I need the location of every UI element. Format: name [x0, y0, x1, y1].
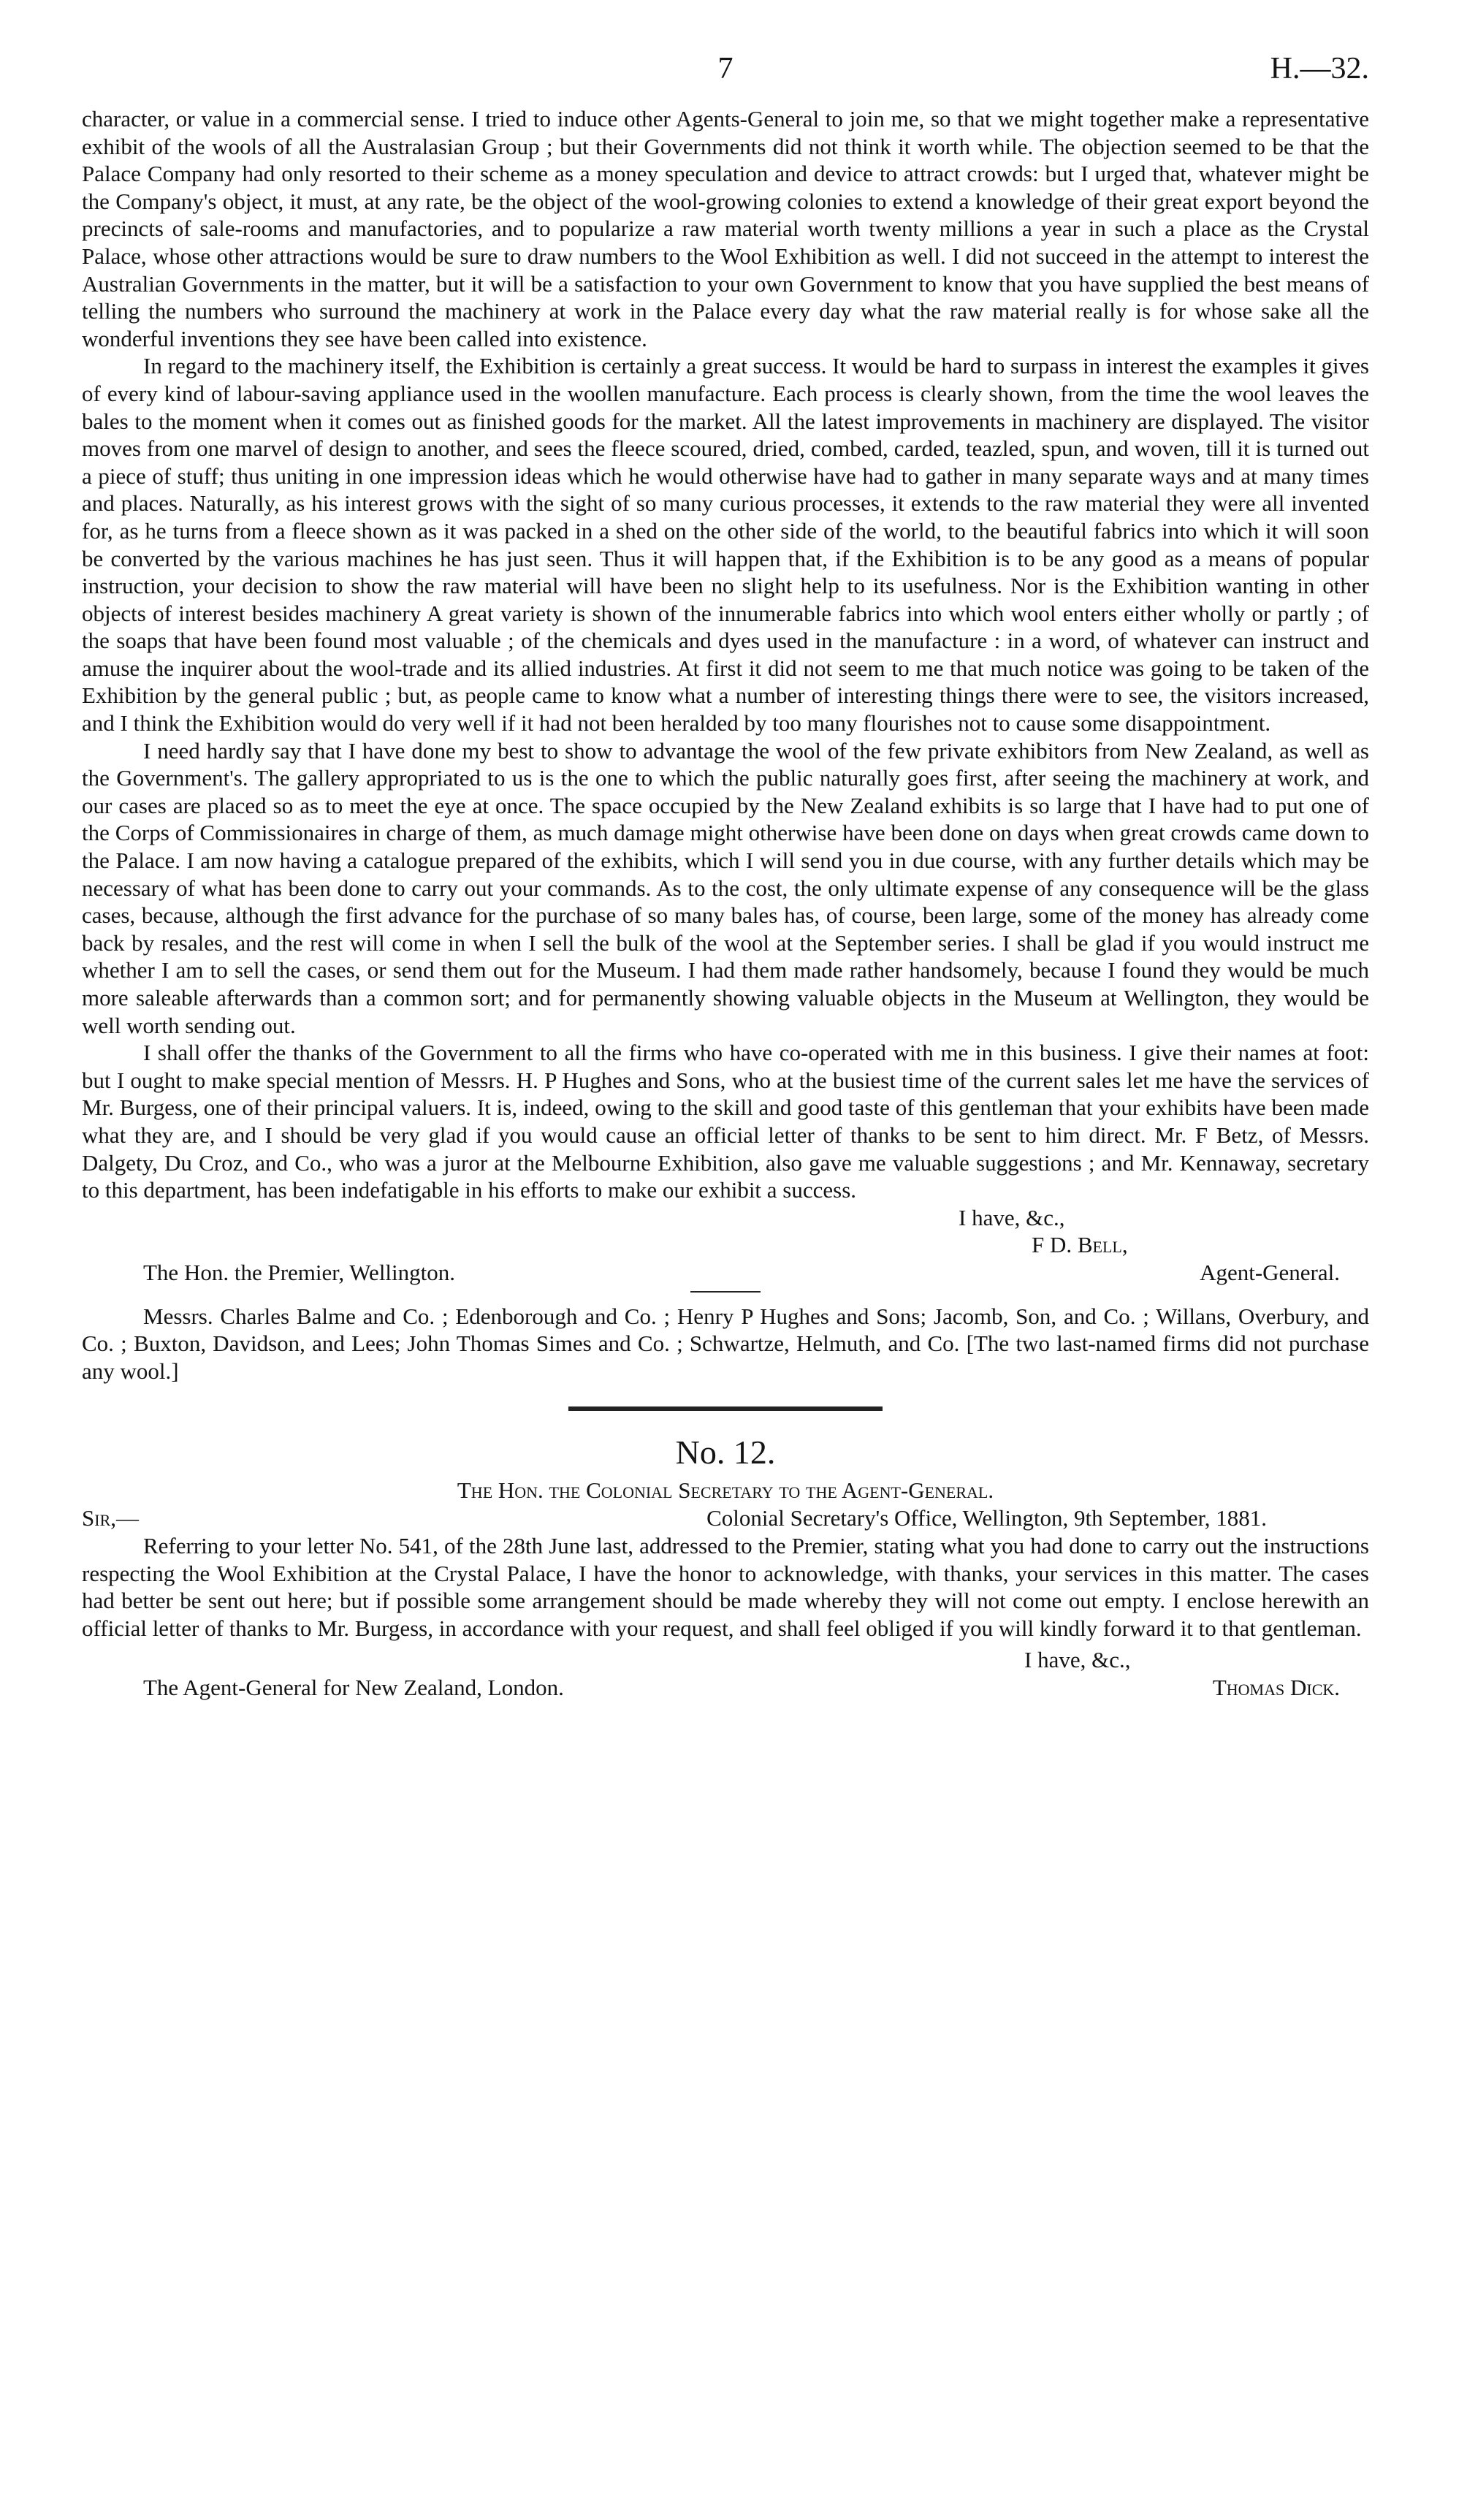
letter1-closing: I have, &c.,	[959, 1204, 1065, 1230]
section-divider	[568, 1406, 883, 1411]
letter1-signature: F D. Bell,	[1032, 1232, 1128, 1258]
document-page	[82, 48, 1369, 1701]
paragraph-exhibitors: I need hardly say that I have done my best to show to advantage the wool of the few private exhibitors from New Zealand, as well as the Government's. The gallery appropriated to us is the one to which the public naturally goes first, after seeing the machinery at work, and our cases are placed so as to meet the eye at once. The space occupied by the New Zealand exhibits is so large that I have had to put one of the Corps of Commissionaires in charge of them, as much damage might otherwise have been done on days when great crowds came down to the Palace. I am now having a catalogue prepared of the exhibits, which I will send you in due course, with any further details which may be necessary of what has been done to carry out your commands. As to the cost, the only ultimate expense of any consequence will be the glass cases, because, although the first advance for the purchase of so many bales has, of course, been large, some of the money has already come back by resales, and the rest will come in when I sell the bulk of the wool at the September series. I shall be glad if you would instruct me whether I am to sell the cases, or send them out for the Museum. I had them made rather handsomely, because I found they would be much more saleable afterwards than a common sort; and for permanently showing valuable objects in the Museum at Wellington, they would be well worth sending out.	[82, 737, 1369, 1038]
salutation: Sir,—	[82, 1504, 139, 1531]
document-reference: H.—32.	[1270, 52, 1369, 85]
firms-note: Messrs. Charles Balme and Co. ; Edenborough and Co. ; Henry P Hughes and Sons; Jacomb, Son, and Co. ; Willans, Overbury, and Co. ; Buxton, Davidson, and Lees; John Thomas Simes and Co. ; Schwartze, Helmuth, and Co. [The two last-named firms did not purchase any wool.]	[82, 1303, 1369, 1384]
paragraph-continued: character, or value in a commercial sense. I tried to induce other Agents-General to join me, so that we might together make a representative exhibit of the wools of all the Australasian Group ; but their Governments did not think it worth while. The objection seemed to be that the Palace Company had only resorted to their scheme as a money speculation and device to attract crowds: but I urged that, whatever might be the Company's object, it must, at any rate, be the object of the wool-growing colonies to extend a knowledge of their great export beyond the precincts of sale-rooms and manufactories, and to popularize a raw material worth twenty millions a year in such a place as the Crystal Palace, whose other attractions would be sure to draw numbers to the Wool Exhibition as well. I did not succeed in the attempt to interest the Australian Governments in the matter, but it will be a satisfaction to your own Government to know that you have supplied the best means of telling the numbers who surround the machinery at work in the Palace every day what the raw material really is for whose sake all the wonderful inventions they see have been called into existence.	[82, 106, 1369, 351]
page-number: 7	[717, 52, 734, 85]
paragraph-thanks: I shall offer the thanks of the Government to all the firms who have co-operated with me in this business. I give their names at foot: but I ought to make special mention of Messrs. H. P Hughes and Sons, who at the busiest time of the current sales let me have the services of Mr. Burgess, one of their principal valuers. It is, indeed, owing to the skill and good taste of this gentleman that your exhibits have been made what they are, and I should be very glad if you would cause an official letter of thanks to be sent to him direct. Mr. F Betz, of Messrs. Dalgety, Du Croz, and Co., who was a juror at the Melbourne Exhibition, also gave me valuable suggestions ; and Mr. Kennaway, secretary to this department, has been indefatigable in his efforts to make our exhibit a success.	[82, 1040, 1369, 1203]
location-date: Colonial Secretary's Office, Wellington, 9th September, 1881.	[706, 1504, 1267, 1531]
short-divider	[690, 1291, 761, 1293]
letter2-body: Referring to your letter No. 541, of the 28th June last, addressed to the Premier, stating what you had done to carry out the instructions respecting the Wool Exhibition at the Crystal Palace, I have the honor to acknowledge, with thanks, your services in this matter. The cases had better be sent out here; but if possible some arrangement should be made whereby they will not come out empty. I enclose herewith an official letter of thanks to Mr. Burgess, in accordance with your request, and shall feel obliged if you will kindly forward it to that gentleman.	[82, 1532, 1369, 1641]
salutation-row	[82, 1504, 1369, 1532]
letter-number: No. 12.	[675, 1434, 776, 1472]
letter2-addressee: The Agent-General for New Zealand, London.	[143, 1674, 564, 1700]
letter2-signature: Thomas Dick.	[1212, 1674, 1340, 1700]
letter1-signer-title: Agent-General.	[1200, 1259, 1340, 1285]
letter2-address-row	[82, 1674, 1369, 1702]
page-header	[82, 48, 1369, 89]
paragraph-machinery: In regard to the machinery itself, the Exhibition is certainly a great success. It would be hard to surpass in interest the examples it gives of every kind of labour-saving appliance used in the woollen manufacture. Each process is clearly shown, from the time the wool leaves the bales to the moment when it comes out as finished goods for the market. All the latest improvements in machinery are displayed. The visitor moves from one marvel of design to another, and sees the fleece scoured, dried, combed, carded, teazled, spun, and woven, till it is turned out a piece of stuff; thus uniting in one impression ideas which he would otherwise have had to gather in many separate ways and at many times and places. Naturally, as his interest grows with the sight of so many curious processes, it extends to the raw material they were all invented for, as he turns from a fleece shown as it was packed in a shed on the other side of the world, to the beautiful fabrics into which it will soon be converted by the various machines he has just seen. Thus it will happen that, if the Exhibition is to be any good as a means of popular instruction, your decision to show the raw material will have been no slight help to its usefulness. Nor is the Exhibition wanting in other objects of interest besides machinery A great variety is shown of the innumerable fabrics into which wool enters either wholly or partly ; of the soaps that have been found most valuable ; of the chemicals and dyes used in the manufacture : in a word, of whatever can instruct and amuse the inquirer about the wool-trade and its allied industries. At first it did not seem to me that much notice was going to be taken of the Exhibition by the general public ; but, as people came to know what a number of interesting things there were to see, the visitors increased, and I think the Exhibition would do very well if it had not been heralded by too many flourishes not to cause some disappointment.	[82, 353, 1369, 736]
letter1-addressee: The Hon. the Premier, Wellington.	[143, 1259, 456, 1285]
letter1-address-row	[82, 1259, 1369, 1287]
letter2-closing: I have, &c.,	[1024, 1647, 1131, 1673]
letter-heading: The Hon. the Colonial Secretary to the Agent-General.	[457, 1477, 994, 1504]
